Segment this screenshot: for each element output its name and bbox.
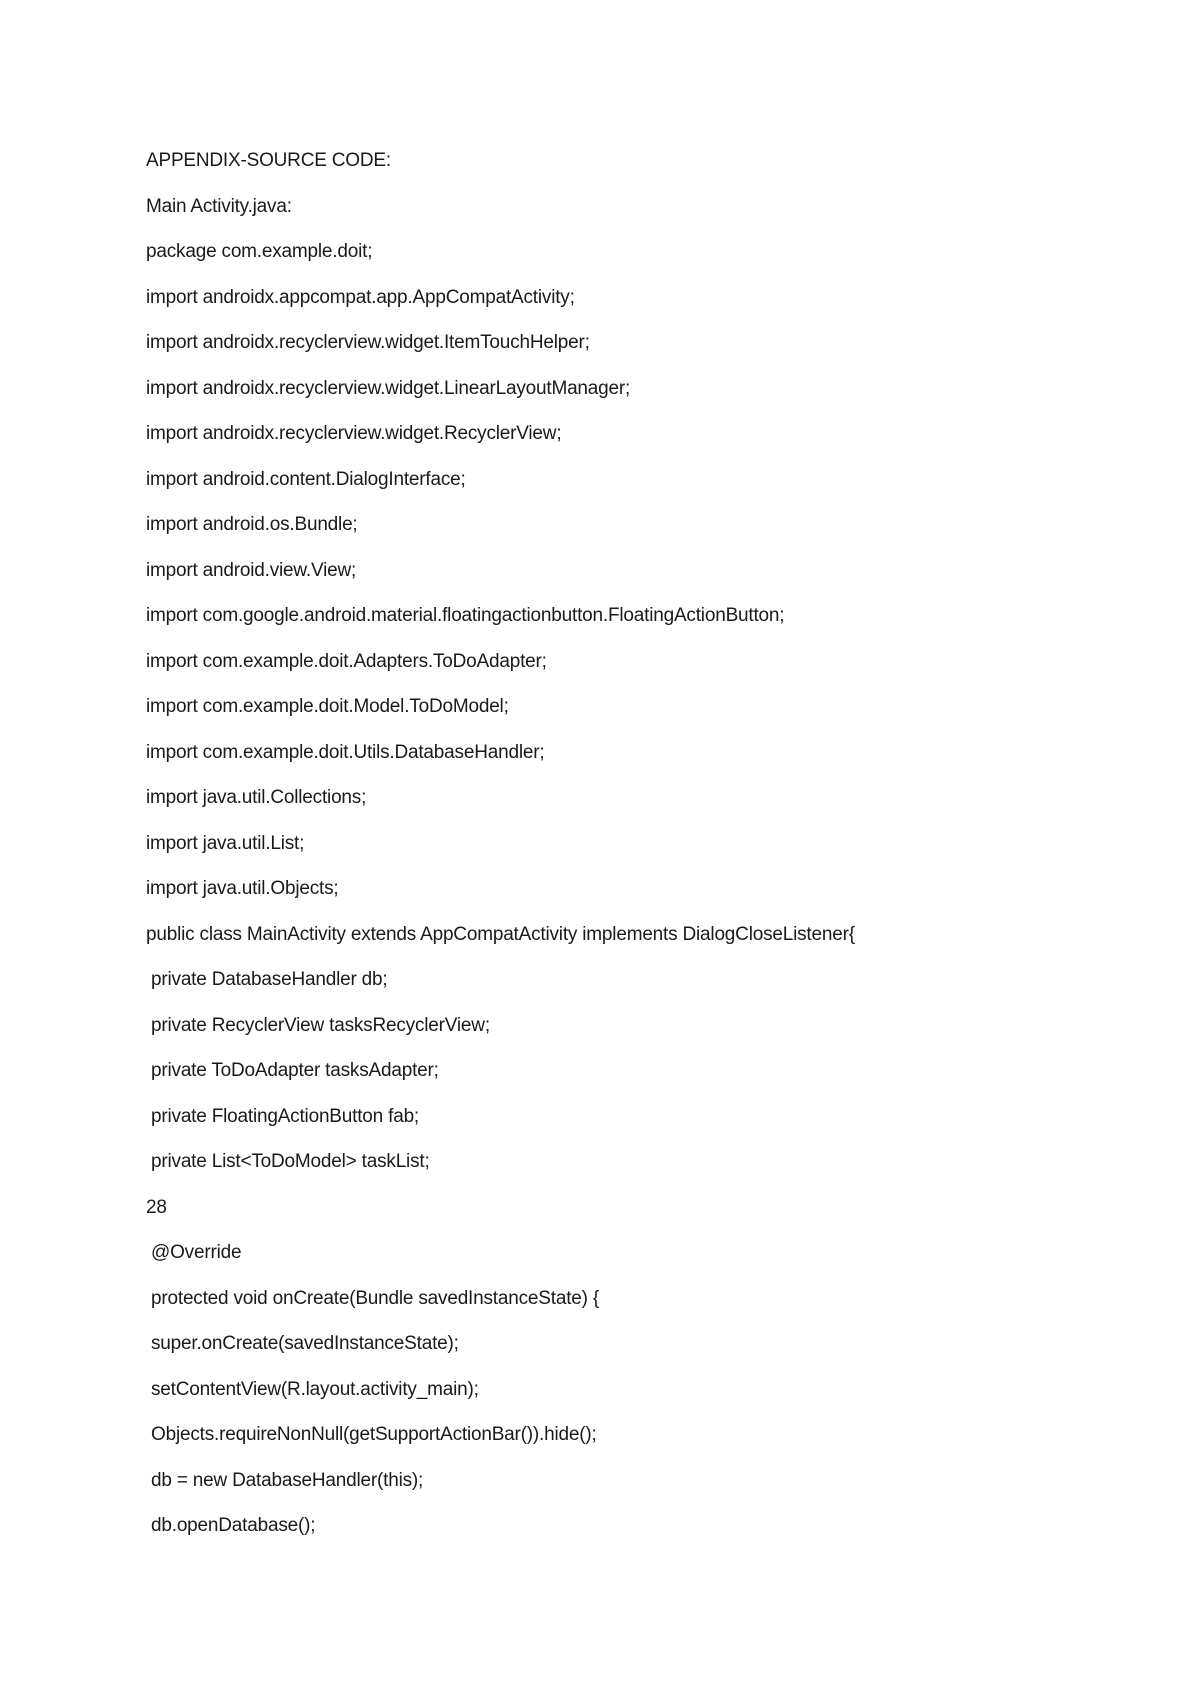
code-line-class-declaration: public class MainActivity extends AppCompatActivity implements DialogCloseListener{ bbox=[146, 923, 855, 945]
page-number: 28 bbox=[146, 1196, 167, 1218]
appendix-heading: APPENDIX-SOURCE CODE: bbox=[146, 150, 391, 171]
code-line-package: package com.example.doit; bbox=[146, 241, 373, 262]
code-line-import: import androidx.recyclerview.widget.RecyclerView; bbox=[146, 423, 562, 444]
code-line-import: import com.example.doit.Adapters.ToDoAdapter; bbox=[146, 650, 547, 672]
code-line-statement: db = new DatabaseHandler(this); bbox=[151, 1469, 424, 1491]
code-line-import: import android.os.Bundle; bbox=[146, 514, 358, 535]
code-line-statement: setContentView(R.layout.activity_main); bbox=[151, 1378, 479, 1400]
code-line-import: import com.google.android.material.floatingactionbutton.FloatingActionButton; bbox=[146, 605, 785, 626]
code-line-import: import androidx.appcompat.app.AppCompatActivity; bbox=[146, 286, 575, 308]
code-line-statement: db.openDatabase(); bbox=[151, 1515, 316, 1536]
code-line-import: import java.util.Objects; bbox=[146, 878, 339, 899]
code-line-annotation: @Override bbox=[151, 1242, 242, 1263]
code-line-statement: Objects.requireNonNull(getSupportActionBar()).hide(); bbox=[151, 1424, 597, 1445]
code-line-statement: super.onCreate(savedInstanceState); bbox=[151, 1333, 459, 1354]
code-line-import: import com.example.doit.Model.ToDoModel; bbox=[146, 696, 509, 717]
code-line-field: private RecyclerView tasksRecyclerView; bbox=[151, 1014, 490, 1036]
file-title: Main Activity.java: bbox=[146, 195, 292, 217]
document-content bbox=[146, 146, 1126, 1557]
code-line-field: private DatabaseHandler db; bbox=[151, 969, 388, 990]
code-line-method-declaration: protected void onCreate(Bundle savedInstanceState) { bbox=[151, 1287, 600, 1309]
code-line-import: import androidx.recyclerview.widget.ItemTouchHelper; bbox=[146, 332, 590, 353]
code-line-field: private ToDoAdapter tasksAdapter; bbox=[151, 1060, 439, 1081]
code-line-import: import com.example.doit.Utils.DatabaseHandler; bbox=[146, 741, 545, 763]
code-line-import: import java.util.List; bbox=[146, 832, 305, 854]
code-line-import: import android.content.DialogInterface; bbox=[146, 468, 466, 490]
code-line-import: import android.view.View; bbox=[146, 559, 357, 581]
code-line-field: private List<ToDoModel> taskList; bbox=[151, 1151, 430, 1172]
code-line-import: import androidx.recyclerview.widget.LinearLayoutManager; bbox=[146, 377, 631, 399]
code-line-import: import java.util.Collections; bbox=[146, 787, 367, 808]
code-line-field: private FloatingActionButton fab; bbox=[151, 1105, 420, 1127]
